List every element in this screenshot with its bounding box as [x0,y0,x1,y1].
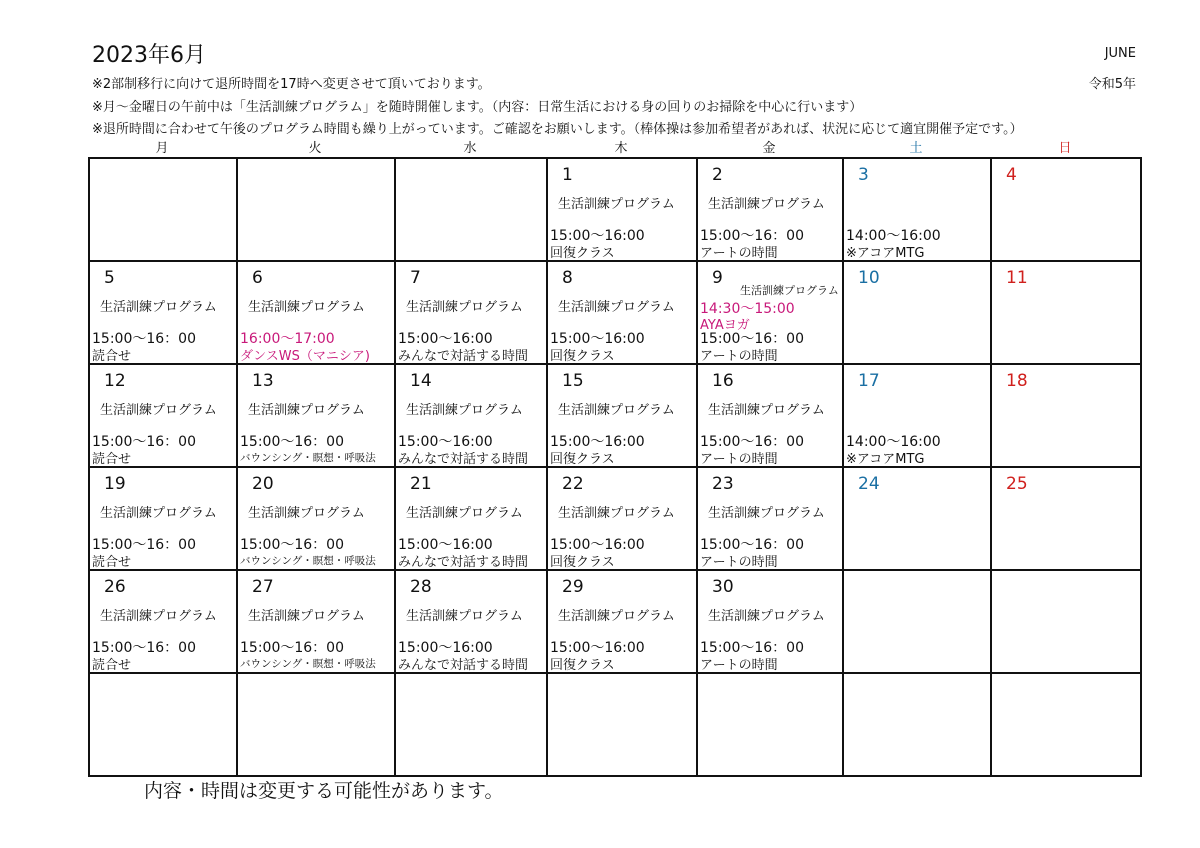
calendar-day-cell [697,673,843,776]
session-activity: バウンシング・瞑想・呼吸法 [240,452,376,464]
session-time: 15:00～16：00 [92,331,196,347]
program-label: 生活訓練プログラム [406,506,523,521]
session-time: 15:00～16：00 [240,640,344,656]
weekday-tue: 火 [308,141,322,156]
day-number: 29 [562,577,584,597]
day-number: 23 [712,474,734,494]
calendar-day-cell [237,364,395,467]
day-number: 10 [858,268,880,288]
session-activity: アートの時間 [700,452,778,467]
calendar-day-cell [991,673,1141,776]
session-time: 15:00～16:00 [550,640,645,656]
program-label: 生活訓練プログラム [248,300,365,315]
day-number: 11 [1006,268,1028,288]
calendar-day-cell [697,158,843,261]
era-year: 令和5年 [1088,77,1136,92]
calendar-day-cell [991,364,1141,467]
day-number: 4 [1006,165,1017,185]
day-number: 15 [562,371,584,391]
session-activity: 読合せ [92,452,132,467]
session-time: 15:00～16：00 [700,537,804,553]
month-english: JUNE [1104,46,1136,61]
calendar-day-cell [991,158,1141,261]
day-number: 6 [252,268,263,288]
calendar-day-cell [547,467,697,570]
session-activity: 回復クラス [550,658,615,673]
weekday-sun: 日 [1058,141,1072,156]
calendar-grid [88,157,1142,777]
session-activity: 回復クラス [550,246,615,261]
calendar-day-cell [843,261,991,364]
day-number: 13 [252,371,274,391]
day-number: 1 [562,165,573,185]
session-activity: みんなで対話する時間 [398,349,529,364]
program-label: 生活訓練プログラム [708,403,825,418]
session-time: 15:00～16:00 [398,537,493,553]
program-label: 生活訓練プログラム [248,506,365,521]
program-label: 生活訓練プログラム [740,284,839,297]
calendar-day-cell [237,158,395,261]
session-activity: みんなで対話する時間 [398,658,529,673]
session-time: 15:00～16：00 [92,640,196,656]
extra-activity: AYAヨガ [700,318,750,333]
program-label: 生活訓練プログラム [558,506,675,521]
day-number: 9 [712,268,723,288]
session-activity: アートの時間 [700,658,778,673]
session-activity: 回復クラス [550,555,615,570]
calendar-day-cell [89,364,237,467]
weekday-sat: 土 [909,141,923,156]
calendar-day-cell [843,570,991,673]
session-time: 15:00～16：00 [700,331,804,347]
calendar-day-cell [395,467,547,570]
session-activity: アートの時間 [700,349,778,364]
program-label: 生活訓練プログラム [100,609,217,624]
calendar-day-cell [89,570,237,673]
calendar-week-row [89,467,1141,570]
session-activity: 読合せ [92,658,132,673]
calendar-day-cell [547,261,697,364]
calendar-day-cell [395,261,547,364]
calendar-day-cell [547,673,697,776]
calendar-day-cell [237,467,395,570]
program-label: 生活訓練プログラム [406,300,523,315]
calendar-day-cell [697,261,843,364]
session-activity: アートの時間 [700,555,778,570]
day-number: 2 [712,165,723,185]
calendar-day-cell [89,467,237,570]
day-number: 24 [858,474,880,494]
day-number: 14 [410,371,432,391]
session-activity: アートの時間 [700,246,778,261]
calendar-title: 2023年6月 [92,43,206,68]
session-activity: 読合せ [92,555,132,570]
calendar-day-cell [547,158,697,261]
calendar-day-cell [991,570,1141,673]
calendar-week-row [89,261,1141,364]
calendar-day-cell [697,364,843,467]
session-time: 14:00～16:00 [846,434,941,450]
calendar-day-cell [843,673,991,776]
calendar-day-cell [395,364,547,467]
weekday-thu: 木 [614,141,628,156]
calendar-day-cell [843,467,991,570]
program-label: 生活訓練プログラム [558,300,675,315]
program-label: 生活訓練プログラム [100,403,217,418]
program-label: 生活訓練プログラム [406,403,523,418]
day-number: 30 [712,577,734,597]
session-time: 15:00～16：00 [240,434,344,450]
session-activity: ※アコアMTG [846,246,925,261]
program-label: 生活訓練プログラム [100,506,217,521]
session-time: 15:00～16:00 [398,640,493,656]
day-number: 5 [104,268,115,288]
extra-time: 14:30～15:00 [700,301,795,317]
weekday-mon: 月 [155,141,169,156]
session-time: 15:00～16：00 [240,537,344,553]
weekday-wed: 水 [463,141,477,156]
session-activity: みんなで対話する時間 [398,452,529,467]
session-activity: バウンシング・瞑想・呼吸法 [240,658,376,670]
program-label: 生活訓練プログラム [708,506,825,521]
program-label: 生活訓練プログラム [406,609,523,624]
calendar-day-cell [237,261,395,364]
session-activity: 読合せ [92,349,132,364]
day-number: 20 [252,474,274,494]
program-label: 生活訓練プログラム [708,609,825,624]
session-time: 15:00～16：00 [700,640,804,656]
calendar-week-row [89,570,1141,673]
day-number: 17 [858,371,880,391]
program-label: 生活訓練プログラム [248,403,365,418]
calendar-day-cell [89,261,237,364]
program-label: 生活訓練プログラム [558,609,675,624]
program-label: 生活訓練プログラム [558,403,675,418]
calendar-day-cell [237,570,395,673]
session-time: 15:00～16：00 [92,434,196,450]
day-number: 27 [252,577,274,597]
program-label: 生活訓練プログラム [248,609,365,624]
note-line-3: ※退所時間に合わせて午後のプログラム時間も繰り上がっています。ご確認をお願いします。（棒体操は参加希望者があれば、状況に応じて適宜開催予定です。） [92,122,1023,137]
program-label: 生活訓練プログラム [100,300,217,315]
note-line-1: ※2部制移行に向けて退所時間を17時へ変更させて頂いております。 [92,77,491,92]
session-time: 15:00～16:00 [398,434,493,450]
session-time: 15:00～16:00 [550,228,645,244]
session-time: 15:00～16:00 [398,331,493,347]
calendar-day-cell [697,570,843,673]
session-time: 16:00～17:00 [240,331,335,347]
calendar-week-row [89,364,1141,467]
calendar-day-cell [991,261,1141,364]
session-activity: バウンシング・瞑想・呼吸法 [240,555,376,567]
calendar-day-cell [89,158,237,261]
session-activity: みんなで対話する時間 [398,555,529,570]
calendar-day-cell [991,467,1141,570]
note-line-2: ※月～金曜日の午前中は「生活訓練プログラム」を随時開催します。（内容：日常生活における身の回りのお掃除を中心に行います） [92,100,863,115]
calendar-day-cell [395,570,547,673]
day-number: 3 [858,165,869,185]
calendar-day-cell [697,467,843,570]
session-activity: 回復クラス [550,349,615,364]
session-time: 15:00～16:00 [550,434,645,450]
day-number: 7 [410,268,421,288]
program-label: 生活訓練プログラム [708,197,825,212]
calendar-day-cell [237,673,395,776]
day-number: 22 [562,474,584,494]
calendar-day-cell [547,364,697,467]
day-number: 18 [1006,371,1028,391]
calendar-day-cell [89,673,237,776]
calendar-day-cell [843,158,991,261]
day-number: 12 [104,371,126,391]
session-activity: ダンスWS（マニシア) [240,349,370,364]
day-number: 25 [1006,474,1028,494]
session-activity: ※アコアMTG [846,452,925,467]
day-number: 26 [104,577,126,597]
day-number: 28 [410,577,432,597]
weekday-fri: 金 [762,141,776,156]
session-time: 15:00～16:00 [550,331,645,347]
calendar-day-cell [547,570,697,673]
calendar-week-row [89,673,1141,776]
session-time: 15:00～16:00 [550,537,645,553]
calendar-day-cell [395,673,547,776]
session-time: 14:00～16:00 [846,228,941,244]
day-number: 21 [410,474,432,494]
day-number: 16 [712,371,734,391]
session-time: 15:00～16：00 [92,537,196,553]
program-label: 生活訓練プログラム [558,197,675,212]
session-activity: 回復クラス [550,452,615,467]
session-time: 15:00～16：00 [700,434,804,450]
calendar-week-row [89,158,1141,261]
day-number: 19 [104,474,126,494]
weekday-header [88,137,1140,155]
day-number: 8 [562,268,573,288]
footer-note: 内容・時間は変更する可能性があります。 [144,780,504,802]
session-time: 15:00～16：00 [700,228,804,244]
calendar-day-cell [843,364,991,467]
calendar-day-cell [395,158,547,261]
